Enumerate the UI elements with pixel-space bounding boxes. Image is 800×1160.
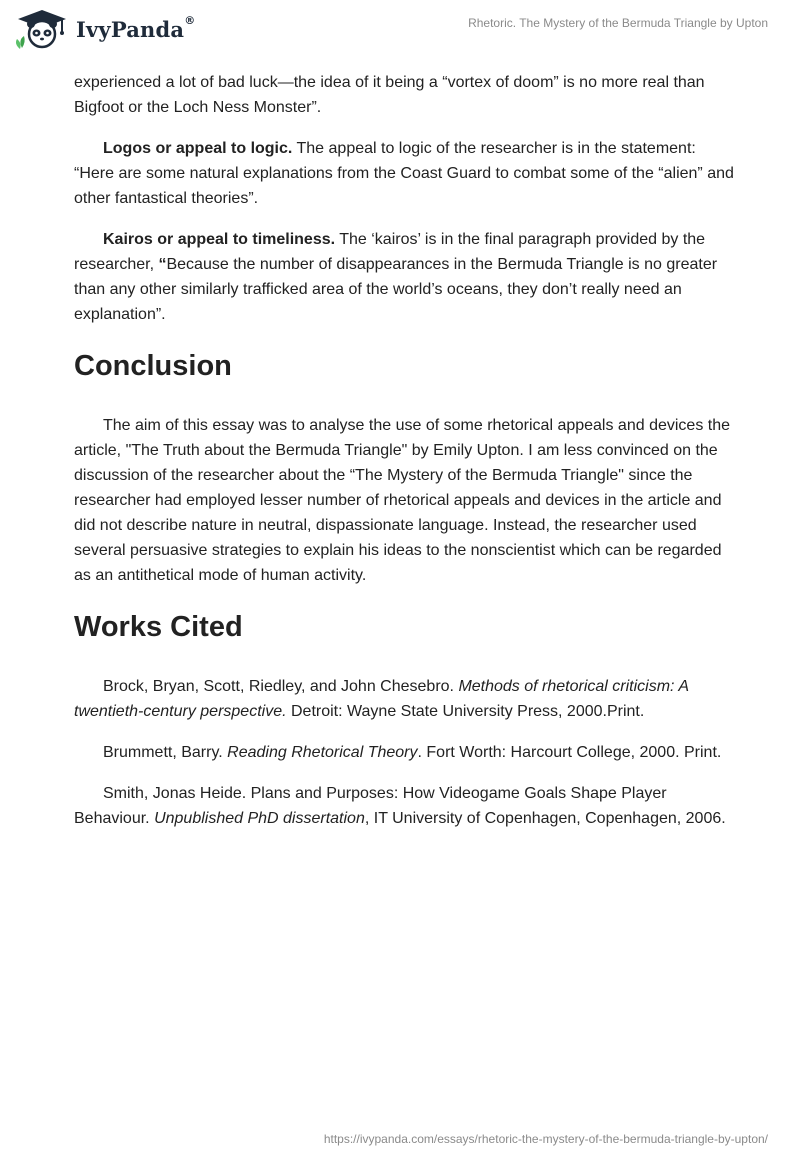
paragraph-continuation: experienced a lot of bad luck—the idea of it being a “vortex of doom” is no more real than Bigfoot or the Loch Ness Monster”. — [74, 74, 705, 116]
paragraph-logos — [74, 136, 734, 211]
logos-label: Logos or appeal to logic. — [103, 140, 293, 157]
citation-item: Brummett, Barry. Reading Rhetorical Theory. Fort Worth: Harcourt College, 2000. Print. — [103, 744, 722, 761]
page-header — [0, 0, 800, 70]
source-url-link[interactable]: https://ivypanda.com/essays/rhetoric-the-mystery-of-the-bermuda-triangle-by-upton/ — [323, 1132, 768, 1146]
paragraph-conclusion: The aim of this essay was to analyse the use of some rhetorical appeals and devices the article, "The Truth about the Bermuda Triangle" by Emily Upton. I am less convinced on the discussion of the researcher about the “The Mystery of the Bermuda Triangle" since the researcher had employed lesser number of rhetorical appeals and devices in the article and did not describe nature in neutral, dispassionate language. Instead, the researcher used several persuasive strategies to explain his ideas to the nonscientist which can be regarded as an antithetical mode of human activity. — [74, 417, 731, 584]
works-cited-heading: Works Cited — [74, 611, 243, 643]
kairos-quote-mark: “ — [158, 256, 167, 273]
kairos-text: The ‘kairos’ is in the final paragraph provided by the researcher, — [74, 231, 706, 273]
document-title: Rhetoric. The Mystery of the Bermuda Triangle by Upton — [468, 16, 768, 30]
panda-graduate-icon — [14, 8, 70, 50]
kairos-label: Kairos or appeal to timeliness. — [103, 231, 336, 248]
paragraph-kairos — [74, 227, 734, 327]
conclusion-heading: Conclusion — [74, 350, 232, 382]
citation-item: Brock, Bryan, Scott, Riedley, and John Chesebro. Methods of rhetorical criticism: A twentieth-century perspective. Detroit: Wayne State University Press, 2000.Print. — [74, 678, 689, 720]
essay-content — [74, 70, 734, 847]
kairos-quote: Because the number of disappearances in the Bermuda Triangle is no greater than any other similarly trafficked area of the world’s oceans, they don’t really need an explanation”. — [74, 256, 718, 323]
ivypanda-logo[interactable] — [14, 8, 195, 50]
logo-wordmark: IvyPanda® — [76, 13, 196, 42]
logos-text: The appeal to logic of the researcher is in the statement: “Here are some natural explanations from the Coast Guard to combat some of the “alien” and other fantastical theories”. — [74, 140, 734, 207]
citation-item: Smith, Jonas Heide. Plans and Purposes: How Videogame Goals Shape Player Behaviour. Unpublished PhD dissertation, IT University of Copenhagen, Copenhagen, 2006. — [74, 785, 726, 827]
